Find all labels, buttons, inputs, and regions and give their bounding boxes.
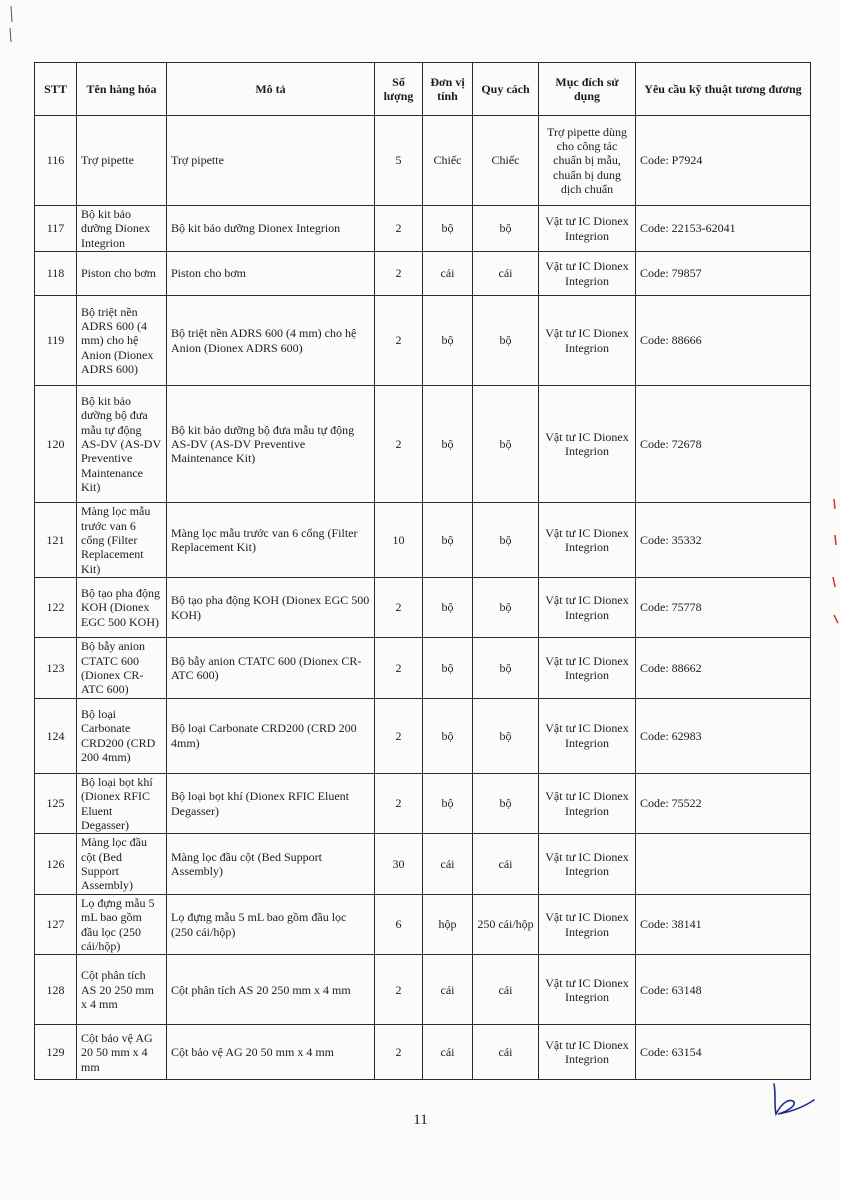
cell-description: Bộ kit bảo dưỡng bộ đưa mẫu tự động AS-DV (AS-DV Preventive Maintenance Kit) [167,386,375,503]
cell-name: Bộ loại Carbonate CRD200 (CRD 200 4mm) [77,698,167,773]
cell-unit: bộ [423,503,473,578]
cell-quantity: 2 [375,578,423,638]
cell-purpose: Vật tư IC Dionex Integrion [539,894,636,955]
cell-name: Bộ triệt nền ADRS 600 (4 mm) cho hệ Anion (Dionex ADRS 600) [77,296,167,386]
header-stt: STT [35,63,77,116]
edge-stamp-marks [826,495,841,635]
cell-description: Màng lọc đầu cột (Bed Support Assembly) [167,834,375,895]
cell-name: Piston cho bơm [77,252,167,296]
cell-packing: cái [473,834,539,895]
cell-purpose: Vật tư IC Dionex Integrion [539,578,636,638]
spec-table [34,62,811,1080]
cell-unit: bộ [423,578,473,638]
cell-quantity: 2 [375,773,423,834]
table-row [35,955,811,1025]
table-row [35,296,811,386]
cell-quantity: 5 [375,116,423,206]
cell-quantity: 2 [375,638,423,699]
cell-stt: 121 [35,503,77,578]
cell-purpose: Vật tư IC Dionex Integrion [539,638,636,699]
cell-purpose: Vật tư IC Dionex Integrion [539,955,636,1025]
cell-requirement: Code: 75778 [636,578,811,638]
cell-packing: bộ [473,206,539,252]
cell-unit: bộ [423,206,473,252]
cell-unit: bộ [423,638,473,699]
cell-description: Bộ tạo pha động KOH (Dionex EGC 500 KOH) [167,578,375,638]
table-row [35,252,811,296]
cell-unit: cái [423,834,473,895]
cell-description: Bộ loại Carbonate CRD200 (CRD 200 4mm) [167,698,375,773]
cell-unit: bộ [423,698,473,773]
cell-requirement: Code: 79857 [636,252,811,296]
table-header-row [35,63,811,116]
table-row [35,638,811,699]
cell-name: Bộ kit bảo dưỡng Dionex Integrion [77,206,167,252]
cell-name: Cột phân tích AS 20 250 mm x 4 mm [77,955,167,1025]
table-row [35,894,811,955]
cell-unit: hộp [423,894,473,955]
header-purpose: Mục đích sử dụng [539,63,636,116]
cell-description: Bộ kit bảo dưỡng Dionex Integrion [167,206,375,252]
cell-name: Màng lọc mẫu trước van 6 cổng (Filter Replacement Kit) [77,503,167,578]
cell-description: Cột bảo vệ AG 20 50 mm x 4 mm [167,1025,375,1080]
cell-stt: 124 [35,698,77,773]
cell-description: Bộ bẫy anion CTATC 600 (Dionex CR-ATC 600) [167,638,375,699]
cell-packing: bộ [473,503,539,578]
cell-packing: cái [473,252,539,296]
cell-stt: 128 [35,955,77,1025]
cell-purpose: Vật tư IC Dionex Integrion [539,698,636,773]
header-packing: Quy cách [473,63,539,116]
cell-unit: Chiếc [423,116,473,206]
cell-stt: 127 [35,894,77,955]
cell-quantity: 2 [375,955,423,1025]
cell-quantity: 2 [375,1025,423,1080]
cell-unit: bộ [423,296,473,386]
cell-description: Bộ loại bọt khí (Dionex RFIC Eluent Degasser) [167,773,375,834]
cell-stt: 120 [35,386,77,503]
cell-stt: 129 [35,1025,77,1080]
cell-unit: cái [423,955,473,1025]
cell-quantity: 6 [375,894,423,955]
table-row [35,578,811,638]
cell-unit: cái [423,1025,473,1080]
cell-unit: bộ [423,386,473,503]
cell-quantity: 10 [375,503,423,578]
cell-requirement: Code: 63148 [636,955,811,1025]
cell-quantity: 2 [375,386,423,503]
table-row [35,834,811,895]
initials-signature [768,1080,818,1120]
cell-packing: bộ [473,386,539,503]
cell-requirement: Code: 72678 [636,386,811,503]
cell-stt: 117 [35,206,77,252]
cell-requirement: Code: 22153-62041 [636,206,811,252]
cell-description: Cột phân tích AS 20 250 mm x 4 mm [167,955,375,1025]
cell-stt: 118 [35,252,77,296]
cell-requirement: Code: 88666 [636,296,811,386]
cell-stt: 119 [35,296,77,386]
cell-description: Bộ triệt nền ADRS 600 (4 mm) cho hệ Anion (Dionex ADRS 600) [167,296,375,386]
header-name: Tên hàng hóa [77,63,167,116]
cell-quantity: 2 [375,252,423,296]
cell-unit: bộ [423,773,473,834]
cell-packing: cái [473,1025,539,1080]
cell-quantity: 30 [375,834,423,895]
cell-packing: bộ [473,296,539,386]
table-row [35,116,811,206]
page-number: 11 [413,1112,428,1128]
cell-name: Bộ bẫy anion CTATC 600 (Dionex CR-ATC 600) [77,638,167,699]
cell-purpose: Vật tư IC Dionex Integrion [539,386,636,503]
cell-packing: bộ [473,698,539,773]
cell-purpose: Vật tư IC Dionex Integrion [539,773,636,834]
cell-description: Trợ pipette [167,116,375,206]
table-row [35,206,811,252]
cell-packing: bộ [473,773,539,834]
cell-stt: 116 [35,116,77,206]
cell-packing: cái [473,955,539,1025]
cell-name: Màng lọc đầu cột (Bed Support Assembly) [77,834,167,895]
header-unit: Đơn vị tính [423,63,473,116]
header-quantity: Số lượng [375,63,423,116]
cell-name: Bộ loại bọt khí (Dionex RFIC Eluent Degasser) [77,773,167,834]
cell-purpose: Vật tư IC Dionex Integrion [539,206,636,252]
cell-requirement: Code: 62983 [636,698,811,773]
cell-name: Bộ kit bảo dưỡng bộ đưa mẫu tự động AS-DV (AS-DV Preventive Maintenance Kit) [77,386,167,503]
cell-name: Cột bảo vệ AG 20 50 mm x 4 mm [77,1025,167,1080]
cell-purpose: Vật tư IC Dionex Integrion [539,834,636,895]
cell-requirement [636,834,811,895]
cell-purpose: Trợ pipette dùng cho công tác chuẩn bị mẫu, chuẩn bị dung dịch chuẩn [539,116,636,206]
cell-stt: 122 [35,578,77,638]
cell-name: Bộ tạo pha động KOH (Dionex EGC 500 KOH) [77,578,167,638]
cell-requirement: Code: 88662 [636,638,811,699]
scan-mark [4,4,18,44]
cell-packing: Chiếc [473,116,539,206]
header-description: Mô tả [167,63,375,116]
cell-stt: 123 [35,638,77,699]
table-row [35,1025,811,1080]
header-requirement: Yêu cầu kỹ thuật tương đương [636,63,811,116]
cell-unit: cái [423,252,473,296]
cell-requirement: Code: 63154 [636,1025,811,1080]
cell-purpose: Vật tư IC Dionex Integrion [539,252,636,296]
cell-description: Piston cho bơm [167,252,375,296]
cell-requirement: Code: P7924 [636,116,811,206]
cell-quantity: 2 [375,296,423,386]
cell-name: Lọ đựng mẫu 5 mL bao gồm đầu lọc (250 cái/hộp) [77,894,167,955]
table-row [35,698,811,773]
cell-quantity: 2 [375,698,423,773]
cell-requirement: Code: 35332 [636,503,811,578]
table-row [35,773,811,834]
cell-description: Màng lọc mẫu trước van 6 cổng (Filter Replacement Kit) [167,503,375,578]
cell-requirement: Code: 75522 [636,773,811,834]
cell-requirement: Code: 38141 [636,894,811,955]
cell-stt: 125 [35,773,77,834]
cell-stt: 126 [35,834,77,895]
cell-description: Lọ đựng mẫu 5 mL bao gồm đầu lọc (250 cái/hộp) [167,894,375,955]
cell-quantity: 2 [375,206,423,252]
cell-name: Trợ pipette [77,116,167,206]
cell-purpose: Vật tư IC Dionex Integrion [539,503,636,578]
cell-packing: 250 cái/hộp [473,894,539,955]
cell-purpose: Vật tư IC Dionex Integrion [539,1025,636,1080]
cell-purpose: Vật tư IC Dionex Integrion [539,296,636,386]
table-row [35,386,811,503]
table-row [35,503,811,578]
cell-packing: bộ [473,638,539,699]
cell-packing: bộ [473,578,539,638]
